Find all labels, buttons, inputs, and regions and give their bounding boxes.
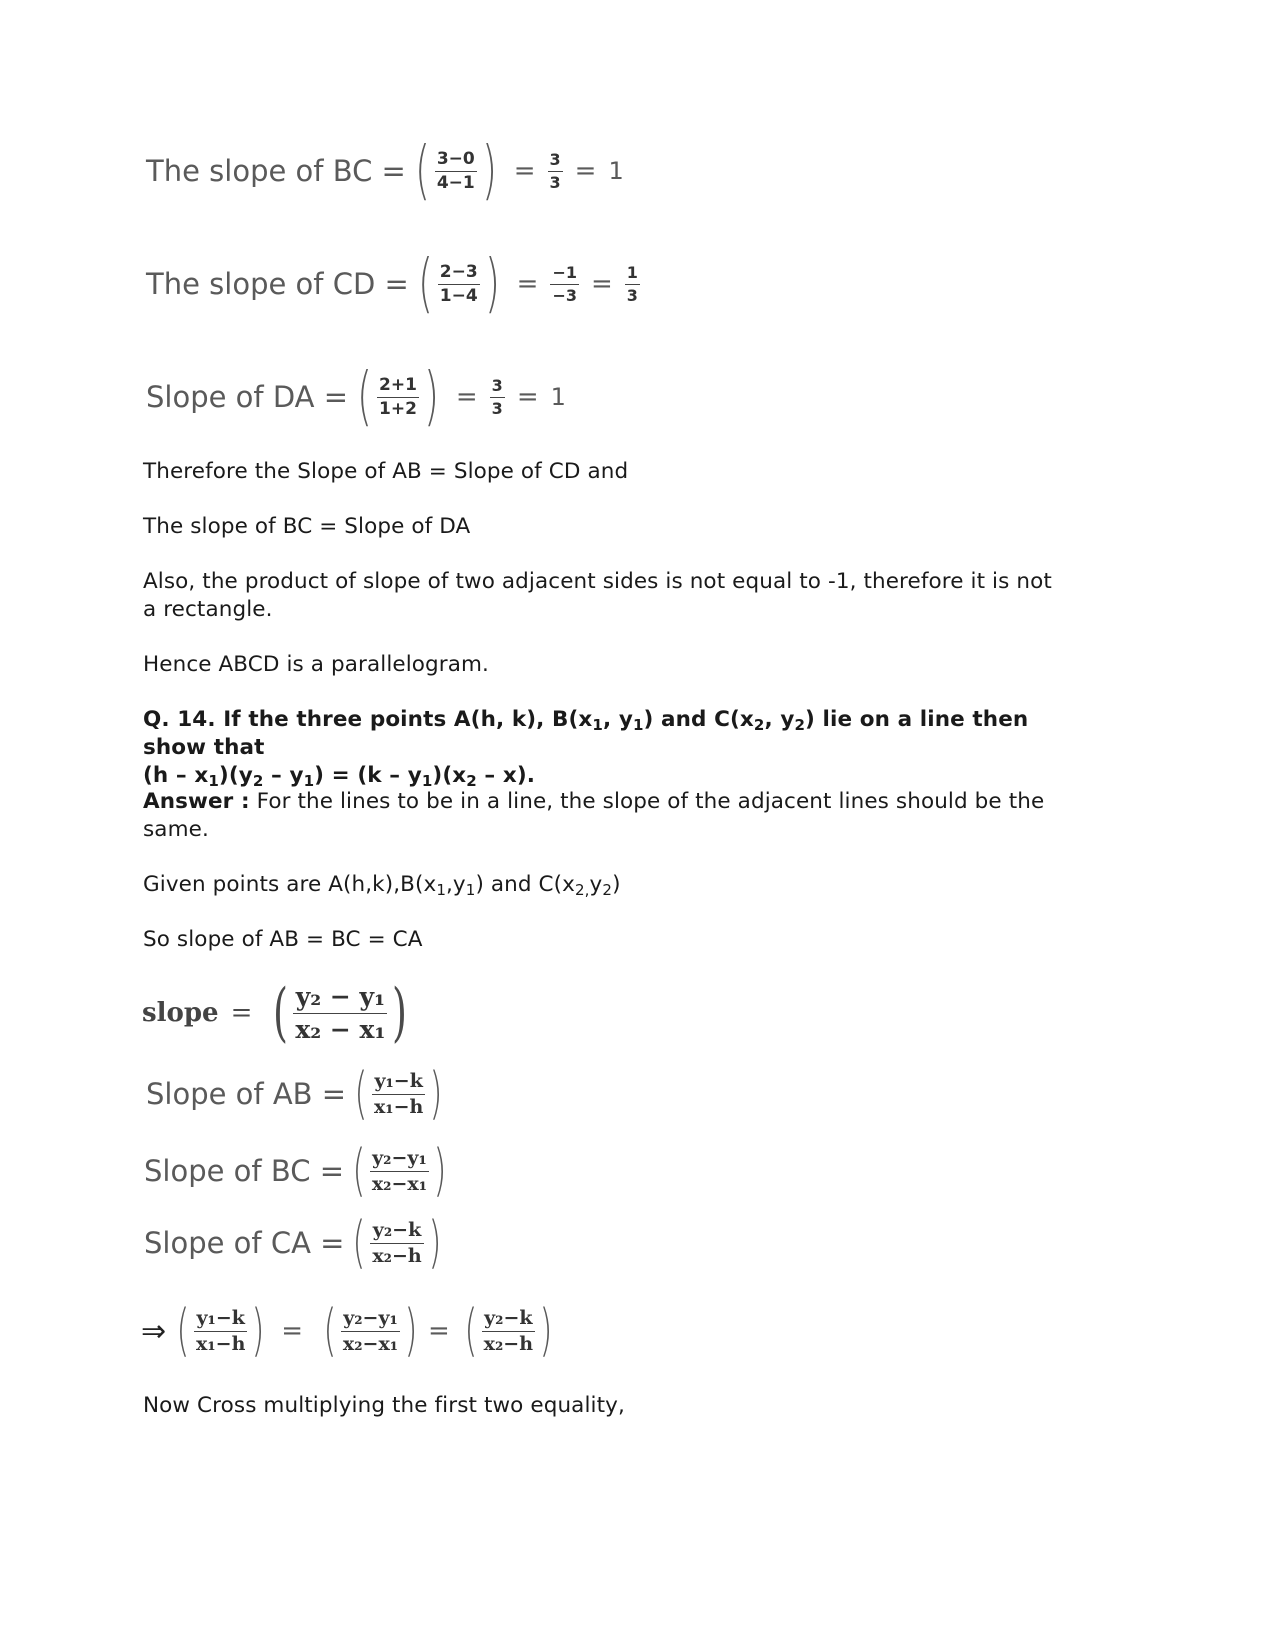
fraction-numerator: y₁−k <box>196 1306 245 1329</box>
fraction-numerator: y₂−k <box>484 1306 533 1329</box>
fraction-numerator: 1 <box>626 262 638 282</box>
fraction-denominator: 3 <box>626 285 638 305</box>
answer-paragraph <box>143 788 1063 844</box>
equation-slope-bc: The slope of BC = ( $\frac{3-0}{4-1}$ ) = $\frac{3}{3}$ = 1 <box>146 134 624 208</box>
fraction-denominator: x₂−h <box>483 1332 534 1355</box>
answer-label: Answer : <box>143 789 250 814</box>
fraction-denominator: 3 <box>549 172 561 192</box>
paragraph-slope-bc-da: The slope of BC = Slope of DA <box>143 514 471 539</box>
equation-label: Slope of AB = <box>146 1077 347 1111</box>
fraction-denominator: x₂−x₁ <box>371 1172 428 1195</box>
fraction-numerator: 3−0 <box>436 148 475 169</box>
equation-label: The slope of BC = <box>146 154 406 188</box>
paragraph-not-rectangle: Also, the product of slope of two adjacent sides is not equal to -1, therefore it is not a rectangle. <box>143 569 1052 622</box>
fraction-denominator: 1−4 <box>439 285 478 306</box>
fraction-denominator: x₂ − x₁ <box>295 1014 386 1044</box>
answer-text: For the lines to be in a line, the slope of the adjacent lines should be the same. <box>143 789 1045 842</box>
fraction-numerator: y₂ − y₁ <box>295 982 386 1011</box>
equation-slope-ab: Slope of AB = ( $\frac{\text{y₁−k}}{\text{x₁−h}}$ ) <box>146 1061 443 1126</box>
equation-result: 1 <box>608 157 624 185</box>
paragraph-slope-equal: So slope of AB = BC = CA <box>143 927 423 952</box>
fraction-denominator: 4−1 <box>436 172 475 193</box>
fraction-denominator: −3 <box>552 285 577 305</box>
fraction-numerator: −1 <box>552 262 577 282</box>
equation-slope-da: Slope of DA = ( $\frac{2+1}{1+2}$ ) = $\frac{3}{3}$ = 1 <box>146 360 566 434</box>
equation-label: Slope of BC = <box>144 1154 344 1188</box>
fraction-numerator: y₂−y₁ <box>343 1306 398 1329</box>
fraction-numerator: y₁−k <box>374 1069 423 1092</box>
fraction-numerator: y₂−k <box>372 1218 422 1241</box>
fraction-numerator: 2−3 <box>439 261 478 282</box>
paragraph-cross-multiply: Now Cross multiplying the first two equality, <box>143 1393 625 1418</box>
fraction-denominator: 1+2 <box>379 398 417 419</box>
equation-result: 1 <box>550 383 566 411</box>
implies-arrow-icon: ⇒ <box>141 1313 167 1349</box>
fraction-denominator: x₁−h <box>373 1095 424 1118</box>
fraction-denominator: 3 <box>491 398 503 418</box>
fraction-numerator: y₂−y₁ <box>372 1146 427 1169</box>
equation-label: Slope of DA = <box>146 380 349 414</box>
paragraph-given-points: Given points are $A(h,k),B(x_1,y_1)$ and $C(x_{2,}y_2)$ <box>143 872 621 899</box>
question-14: Q. 14. If the three points A(h, k), $B(x_1$, $y_1$) and $C(x_2$, $y_2$) lie on a line then show that $(h - x_1)(y_2 - y_1) = (k - y_1)(x_2 - x)$. <box>143 707 1029 790</box>
equation-slope-bc-general: Slope of BC = ( $\frac{\text{y₂−y₁}}{\text{x₂−x₁}}$ ) <box>144 1138 447 1203</box>
fraction-denominator: x₂−x₁ <box>342 1332 399 1355</box>
equation-label: slope <box>142 998 219 1028</box>
fraction-numerator: 3 <box>491 375 503 395</box>
equation-label: Slope of CA = <box>144 1226 345 1260</box>
paragraph-slope-ab-cd: Therefore the Slope of AB = Slope of CD and <box>143 459 629 484</box>
equation-slope-cd: The slope of CD = ( $\frac{2-3}{1-4}$ ) = $\frac{-1}{-3}$ = $\frac{1}{3}$ <box>146 247 638 321</box>
equation-slope-ca: Slope of CA = ( $\frac{\text{y₂−k}}{\text{x₂−h}}$ ) <box>144 1210 442 1275</box>
fraction-numerator: 3 <box>549 149 561 169</box>
fraction-denominator: x₂−h <box>372 1244 422 1267</box>
paragraph-conclusion: Hence ABCD is a parallelogram. <box>143 652 489 677</box>
equation-slope-formula: slope = ( $\frac{\text{y₂ − y₁}}{\text{x₂ − x₁}}$ ) <box>142 976 408 1050</box>
equation-equal-slopes: ⇒ ( $\frac{\text{y₁−k}}{\text{x₁−h}}$ ) = ( $\frac{\text{y₂−y₁}}{\text{x₂−x₁}}$ ) = ( $\frac{\text{y₂−k}}{\text{x₂−h}}$ ) <box>141 1298 553 1363</box>
equation-label: The slope of CD = <box>146 267 409 301</box>
fraction-numerator: 2+1 <box>379 374 417 395</box>
fraction-denominator: x₁−h <box>196 1332 246 1355</box>
